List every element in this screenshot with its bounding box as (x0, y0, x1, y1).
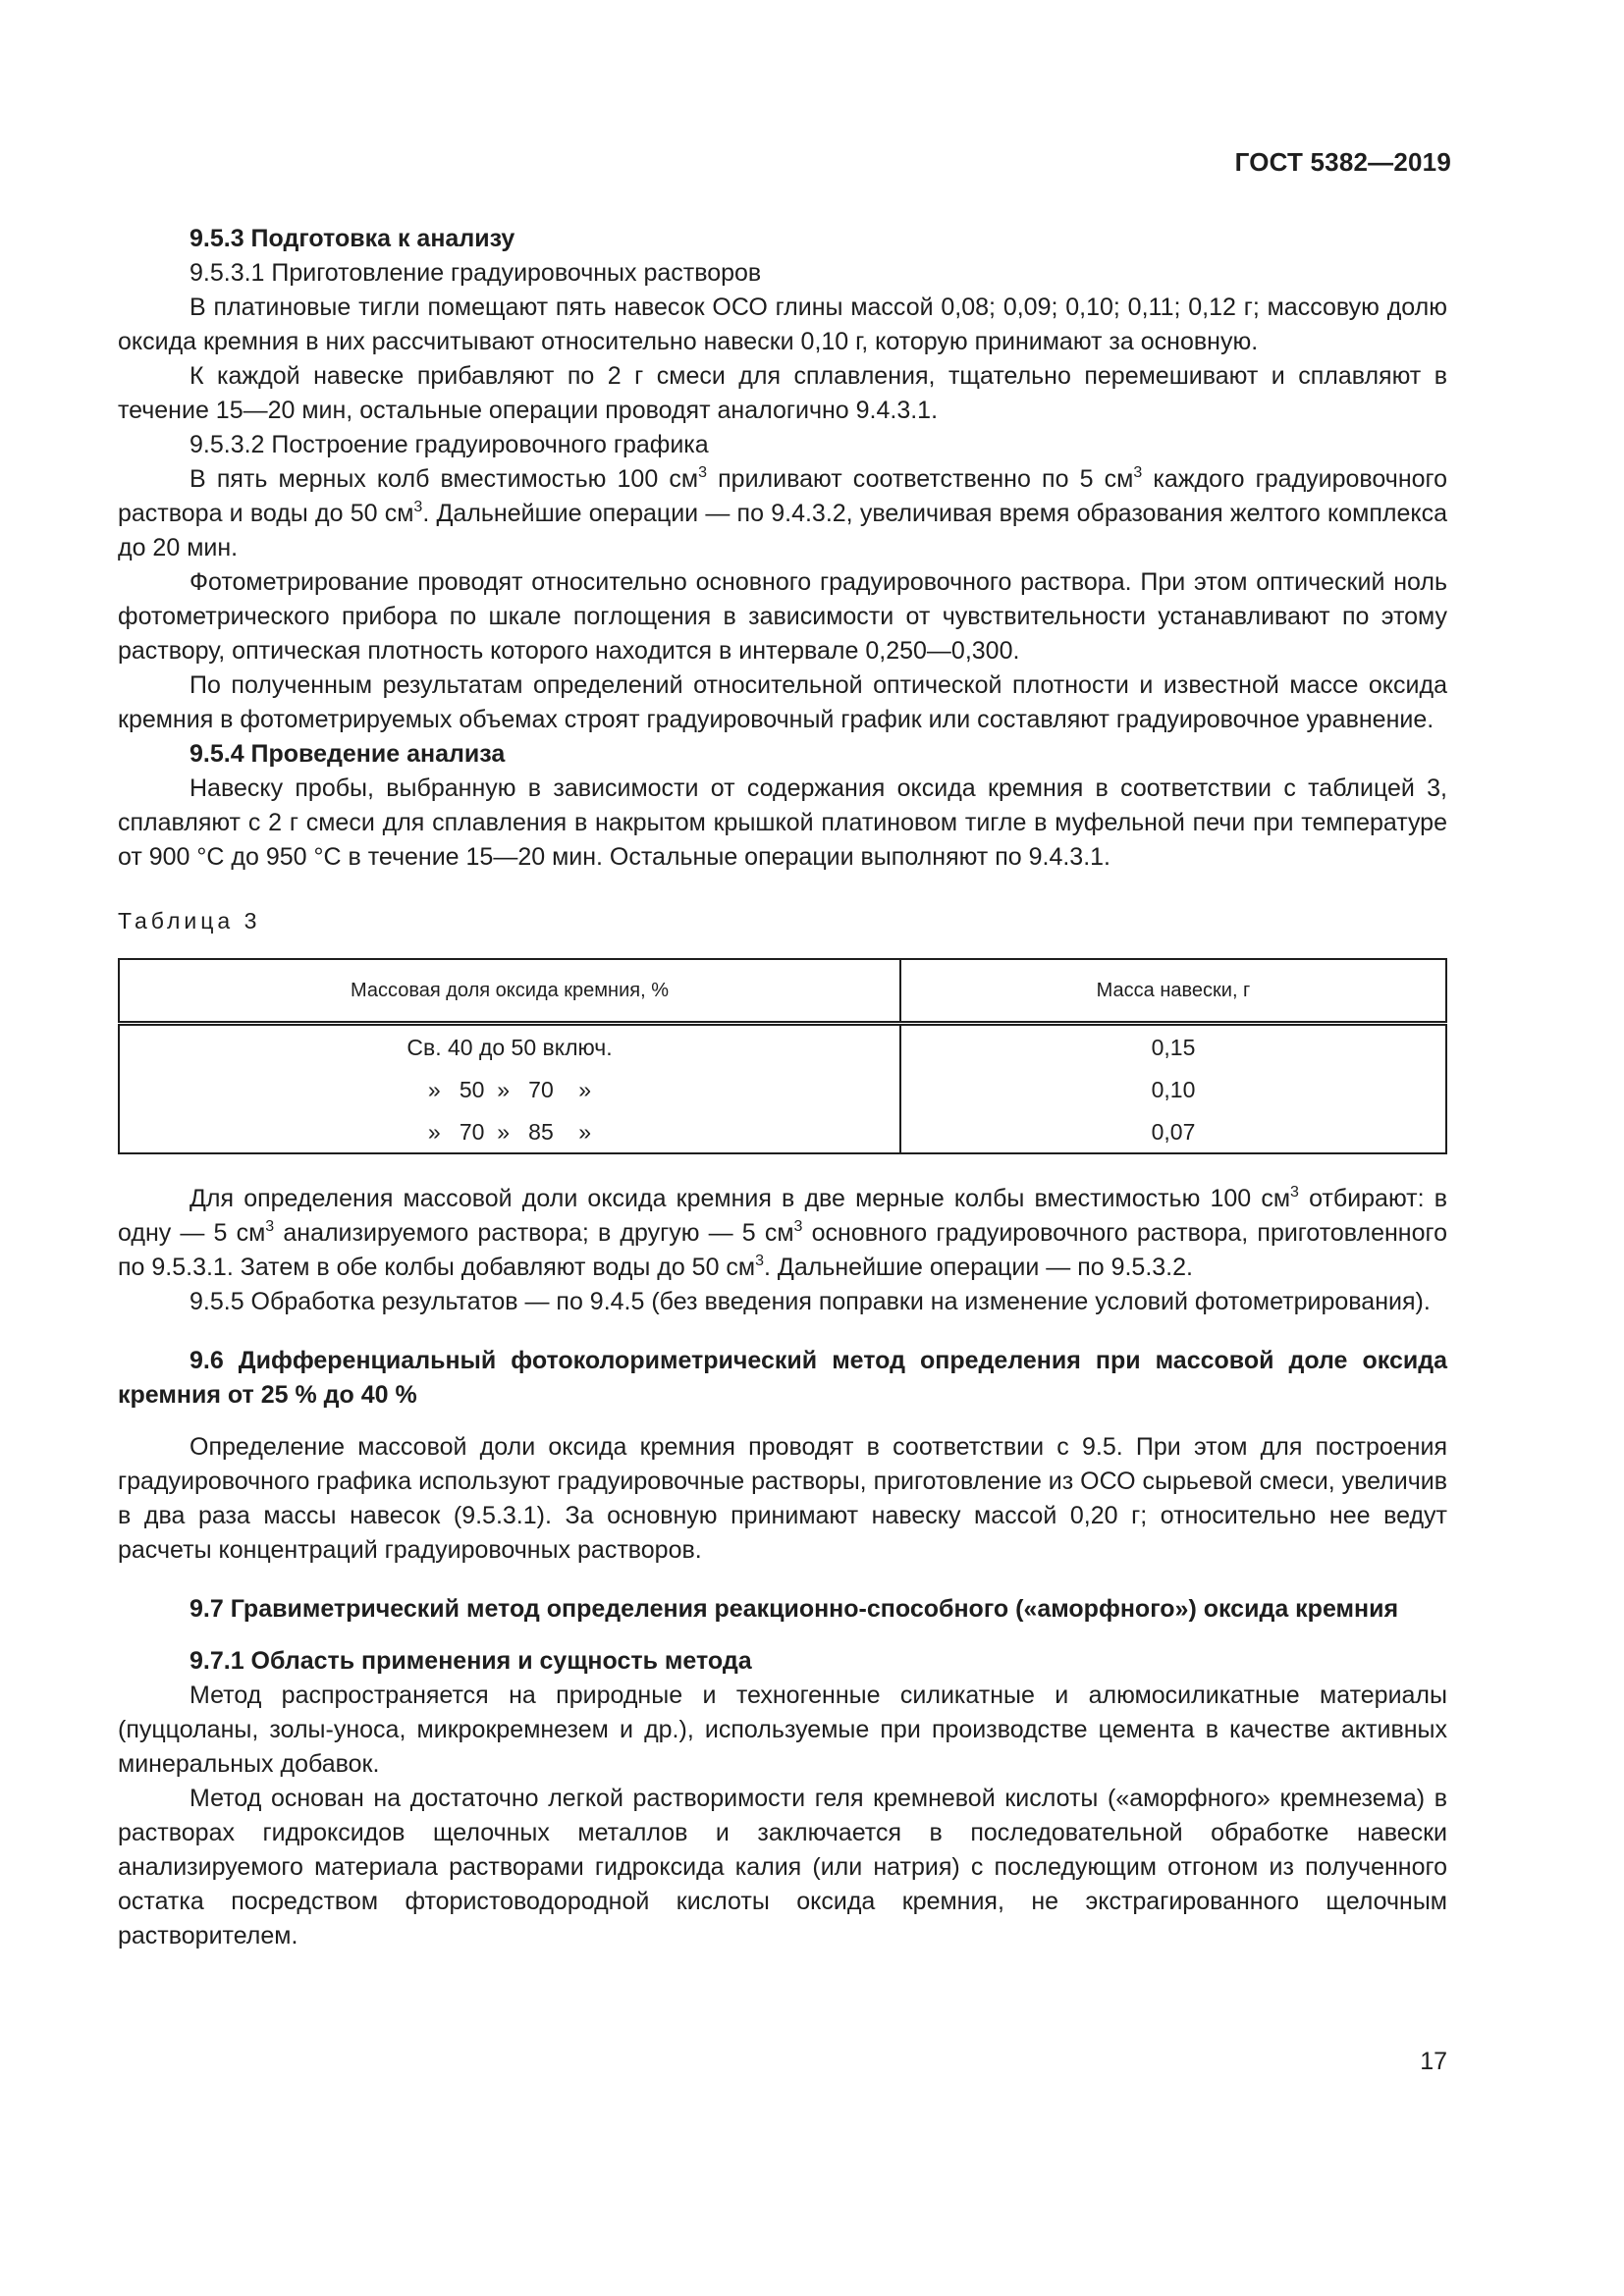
section-heading-9-6: 9.6 Дифференциальный фотоколориметрический метод определения при массовой доле оксида кремния от 25 % до 40 % (118, 1347, 1447, 1409)
table-row (119, 1068, 1446, 1110)
document-id: ГОСТ 5382—2019 (1234, 147, 1451, 177)
section-heading-9-5-3: 9.5.3 Подготовка к анализу (189, 225, 515, 252)
table-label: Таблица 3 (118, 908, 261, 934)
section-heading-9-7-1: 9.7.1 Область применения и сущность метода (189, 1647, 752, 1675)
table-3 (118, 958, 1447, 1154)
table-cell: » 50 » 70 » (119, 1068, 900, 1110)
page-content (118, 222, 1447, 1953)
table-cell: » 70 » 85 » (119, 1110, 900, 1153)
table-cell: 0,15 (900, 1024, 1446, 1069)
page-number: 17 (1420, 2048, 1447, 2075)
paragraph: В платиновые тигли помещают пять навесок ОСО глины массой 0,08; 0,09; 0,10; 0,11; 0,12 г; массовую долю оксида кремния в них рассчитывают относительно навески 0,10 г, которую принимают за основную. (118, 294, 1447, 355)
table-cell: 0,07 (900, 1110, 1446, 1153)
paragraph: Определение массовой доли оксида кремния проводят в соответствии с 9.5. При этом для построения градуировочного графика используют градуировочные растворы, приготовление из ОСО сырьевой смеси, увеличив в два раза массы навесок (9.5.3.1). За основную принимают навеску массой 0,20 г; относительно нее ведут расчеты концентраций градуировочных растворов. (118, 1433, 1447, 1564)
table-cell: 0,10 (900, 1068, 1446, 1110)
paragraph: Метод распространяется на природные и техногенные силикатные и алюмосиликатные материалы (пуццоланы, золы-уноса, микрокремнезем и др.), используемые при производстве цемента в качестве активных минеральных добавок. (118, 1682, 1447, 1778)
subsection-title-9-5-3-2: 9.5.3.2 Построение градуировочного графика (189, 431, 709, 458)
paragraph-flasks: В пять мерных колб вместимостью 100 $см^3$ приливают соответственно по 5 $см^3$ каждого градуировочного раствора и воды до 50 $см^3$. Дальнейшие операции — по 9.4.3.2, увеличивая время образования желтого комплекса до 20 мин. (118, 464, 1447, 561)
paragraph: К каждой навеске прибавляют по 2 г смеси для сплавления, тщательно перемешивают и сплавляют в течение 15—20 мин, остальные операции проводят аналогично 9.4.3.1. (118, 362, 1447, 424)
section-heading-9-5-4: 9.5.4 Проведение анализа (189, 740, 506, 768)
paragraph-two-flasks: Для определения массовой доли оксида кремния в две мерные колбы вместимостью 100 $см^3$ отбирают: в одну — 5 $см^3$ анализируемого раствора; в другую — 5 $см^3$ основного градуировочного раствора, приготовленного по 9.5.3.1. Затем в обе колбы добавляют воды до 50 $см^3$. Дальнейшие операции — по 9.5.3.2. (118, 1184, 1447, 1281)
table-header-cell: Масса навески, г (900, 959, 1446, 1024)
paragraph-9-5-5: 9.5.5 Обработка результатов — по 9.4.5 (без введения поправки на изменение условий фотометрирования). (189, 1288, 1431, 1315)
table-header-cell: Массовая доля оксида кремния, % (119, 959, 900, 1024)
paragraph: По полученным результатам определений относительной оптической плотности и известной массе оксида кремния в фотометрируемых объемах строят градуировочный график или составляют градуировочное уравнение. (118, 671, 1447, 733)
paragraph: Метод основан на достаточно легкой растворимости геля кремневой кислоты («аморфного» кремнезема) в растворах гидроксидов щелочных металлов и заключается в последовательной обработке навески анализируемого материала растворами гидроксида калия (или натрия) с последующим отгоном из полученного остатка посредством фтористоводородной кислоты оксида кремния, не экстрагированного щелочным растворителем. (118, 1785, 1447, 1949)
section-heading-9-7: 9.7 Гравиметрический метод определения реакционно-способного («аморфного») оксида кремния (189, 1595, 1399, 1623)
table-row (119, 1024, 1446, 1069)
table-cell: Св. 40 до 50 включ. (119, 1024, 900, 1069)
subsection-title-9-5-3-1: 9.5.3.1 Приготовление градуировочных растворов (189, 259, 762, 287)
paragraph: Навеску пробы, выбранную в зависимости от содержания оксида кремния в соответствии с таблицей 3, сплавляют с 2 г смеси для сплавления в накрытом крышкой платиновом тигле в муфельной печи при температуре от 900 °С до 950 °С в течение 15—20 мин. Остальные операции выполняют по 9.4.3.1. (118, 774, 1447, 871)
table-row (119, 1110, 1446, 1153)
table-header-row (119, 959, 1446, 1024)
paragraph: Фотометрирование проводят относительно основного градуировочного раствора. При этом оптический ноль фотометрического прибора по шкале поглощения в зависимости от чувствительности устанавливают по этому раствору, оптическая плотность которого находится в интервале 0,250—0,300. (118, 568, 1447, 665)
